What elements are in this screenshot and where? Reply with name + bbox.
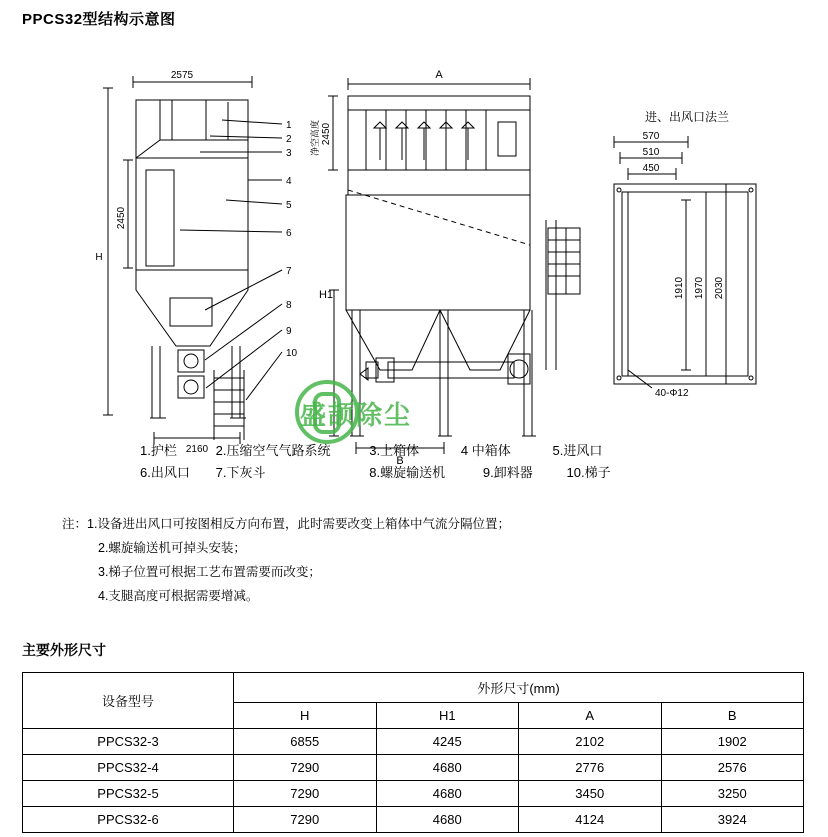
table-row xyxy=(23,755,804,781)
legend-item-9: 9.卸料器 xyxy=(482,465,533,480)
dim-2160: 2160 xyxy=(185,444,209,455)
technical-drawing xyxy=(0,40,828,470)
callout-4: 4 xyxy=(286,176,292,187)
legend-item-2: 2.压缩空气气路系统 xyxy=(215,443,331,458)
callout-6: 6 xyxy=(286,228,292,239)
flange-title: 进、出风口法兰 xyxy=(645,110,730,124)
cell-B: 2576 xyxy=(661,755,804,781)
legend-row-2 xyxy=(140,462,740,484)
note-1: 1.设备进出风口可按图相反方向布置，此时需要改变上箱体中气流分隔位置； xyxy=(87,517,510,531)
legend-item-10: 10.梯子 xyxy=(566,465,611,480)
callout-3: 3 xyxy=(286,148,292,159)
flange-dim-2030: 2030 xyxy=(714,276,725,300)
cell-A: 3450 xyxy=(519,781,662,807)
cell-B: 3924 xyxy=(661,807,804,833)
dimensions-table xyxy=(22,672,804,833)
cell-model: PPCS32-4 xyxy=(23,755,234,781)
cell-H: 7290 xyxy=(234,781,377,807)
callout-8: 8 xyxy=(286,300,292,311)
notes-block xyxy=(62,512,510,608)
watermark-text: 盛颉除尘 xyxy=(300,400,413,430)
cell-H1: 4680 xyxy=(376,755,519,781)
dim-H1: H1 xyxy=(318,289,334,301)
cell-H: 7290 xyxy=(234,755,377,781)
cell-A: 2102 xyxy=(519,729,662,755)
flange-dim-1970: 1970 xyxy=(694,276,705,300)
note-2: 2.螺旋输送机可掉头安装； xyxy=(98,541,246,555)
note-4: 4.支腿高度可根据需要增减。 xyxy=(98,589,259,603)
legend-item-6: 6.出风口 xyxy=(140,465,190,480)
cell-B: 3250 xyxy=(661,781,804,807)
callout-10: 10 xyxy=(286,348,298,359)
header-A: A xyxy=(519,703,662,729)
legend-item-7: 7.下灰斗 xyxy=(215,465,266,480)
dim-2450-left: 2450 xyxy=(116,206,127,230)
legend-item-8: 8.螺旋输送机 xyxy=(369,465,446,480)
table-row xyxy=(23,807,804,833)
legend xyxy=(140,440,740,484)
legend-item-5: 5.进风口 xyxy=(552,443,603,458)
table-header-row-1 xyxy=(23,673,804,703)
notes-label: 注： xyxy=(62,517,88,531)
note-line-1 xyxy=(62,512,510,536)
dim-clear-height-label: 净空高度 xyxy=(310,119,320,157)
flange-bolt-note: 40-Φ12 xyxy=(655,388,689,399)
flange-dim-1910: 1910 xyxy=(674,276,685,300)
flange-dim-510: 510 xyxy=(642,147,660,158)
callout-5: 5 xyxy=(286,200,292,211)
section-title: 主要外形尺寸 xyxy=(22,642,106,658)
cell-H1: 4245 xyxy=(376,729,519,755)
page-title: PPCS32型结构示意图 xyxy=(22,11,176,28)
note-3: 3.梯子位置可根据工艺布置需要而改变； xyxy=(98,565,321,579)
flange-dim-570: 570 xyxy=(642,131,660,142)
legend-row-1 xyxy=(140,440,740,462)
table-row xyxy=(23,781,804,807)
cell-H1: 4680 xyxy=(376,781,519,807)
cell-model: PPCS32-5 xyxy=(23,781,234,807)
cell-H1: 4680 xyxy=(376,807,519,833)
callout-7: 7 xyxy=(286,266,292,277)
cell-model: PPCS32-3 xyxy=(23,729,234,755)
callout-2: 2 xyxy=(286,134,292,145)
cell-model: PPCS32-6 xyxy=(23,807,234,833)
flange-dim-450: 450 xyxy=(642,163,660,174)
table-row xyxy=(23,729,804,755)
header-group: 外形尺寸(mm) xyxy=(234,673,804,703)
cell-B: 1902 xyxy=(661,729,804,755)
legend-item-3: 3.上箱体 xyxy=(369,443,420,458)
dim-2575: 2575 xyxy=(170,70,194,81)
dim-B: B xyxy=(396,455,404,467)
header-H: H xyxy=(234,703,377,729)
dim-2450-mid: 2450 xyxy=(321,122,332,146)
header-H1: H1 xyxy=(376,703,519,729)
callout-9: 9 xyxy=(286,326,292,337)
header-model: 设备型号 xyxy=(23,673,234,729)
cell-H: 7290 xyxy=(234,807,377,833)
cell-A: 2776 xyxy=(519,755,662,781)
dim-A: A xyxy=(435,69,443,81)
callout-1: 1 xyxy=(286,120,292,131)
header-B: B xyxy=(661,703,804,729)
legend-item-4: 4 中箱体 xyxy=(460,443,511,458)
cell-H: 6855 xyxy=(234,729,377,755)
dim-H: H xyxy=(95,252,103,263)
cell-A: 4124 xyxy=(519,807,662,833)
legend-item-1: 1.护栏 xyxy=(140,443,177,458)
